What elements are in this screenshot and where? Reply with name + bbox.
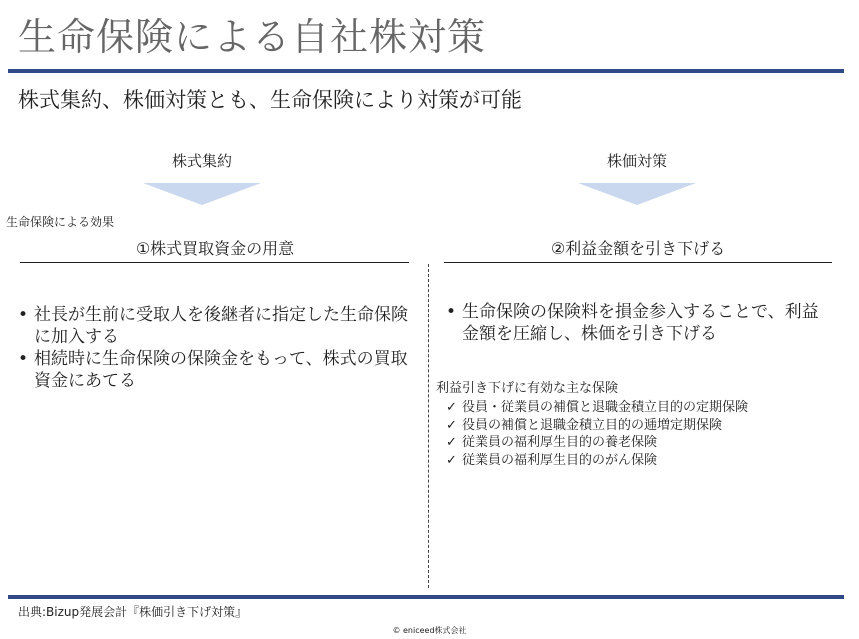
subtitle: 株式集約、株価対策とも、生命保険により対策が可能	[18, 88, 522, 112]
list-item: • 相続時に生命保険の保険金をもって、株式の買取資金にあてる	[16, 348, 420, 392]
insurance-item-label: 従業員の福利厚生目的の養老保険	[462, 435, 658, 450]
list-item: • 生命保険の保険料を損金参入することで、利益金額を圧縮し、株価を引き下げる	[444, 301, 834, 345]
right-section-title: ②利益金額を引き下げる	[550, 239, 726, 258]
insurance-item-label: 従業員の福利厚生目的のがん保険	[462, 452, 658, 468]
list-item: • 社長が生前に受取人を後継者に指定した生命保険に加入する	[16, 304, 420, 348]
list-item	[446, 434, 748, 452]
list-item	[446, 399, 748, 417]
copyright: © eniceed株式会社	[392, 626, 467, 635]
left-section-underline	[20, 262, 409, 263]
title-divider	[8, 69, 844, 73]
column-divider	[428, 264, 429, 588]
footer-divider	[8, 595, 844, 599]
insurance-item-label: 役員の補償と退職金積立目的の逓増定期保険	[462, 417, 723, 433]
list-item	[446, 452, 748, 470]
right-column-heading: 株価対策	[606, 152, 667, 170]
check-icon: ✓	[446, 417, 457, 433]
right-down-arrow	[578, 183, 696, 205]
right-section-underline	[444, 262, 832, 263]
right-bullet-list	[444, 301, 834, 345]
page-title: 生命保険による自社株対策	[18, 15, 487, 59]
check-icon: ✓	[446, 435, 457, 450]
left-section-title: ①株式買取資金の用意	[135, 239, 295, 258]
left-down-arrow	[143, 183, 261, 205]
left-column-heading: 株式集約	[171, 152, 232, 170]
list-item	[446, 417, 748, 435]
effect-label: 生命保険による効果	[6, 215, 115, 229]
source-citation: 出典:Bizup発展会計『株価引き下げ対策』	[18, 605, 248, 619]
check-icon: ✓	[446, 400, 457, 415]
check-icon: ✓	[446, 452, 457, 468]
insurance-item-label: 役員・従業員の補償と退職金積立目的の定期保険	[462, 400, 749, 415]
insurance-list	[446, 399, 748, 469]
insurance-heading: 利益引き下げに有効な主な保険	[436, 381, 619, 396]
left-bullet-list	[16, 304, 420, 392]
